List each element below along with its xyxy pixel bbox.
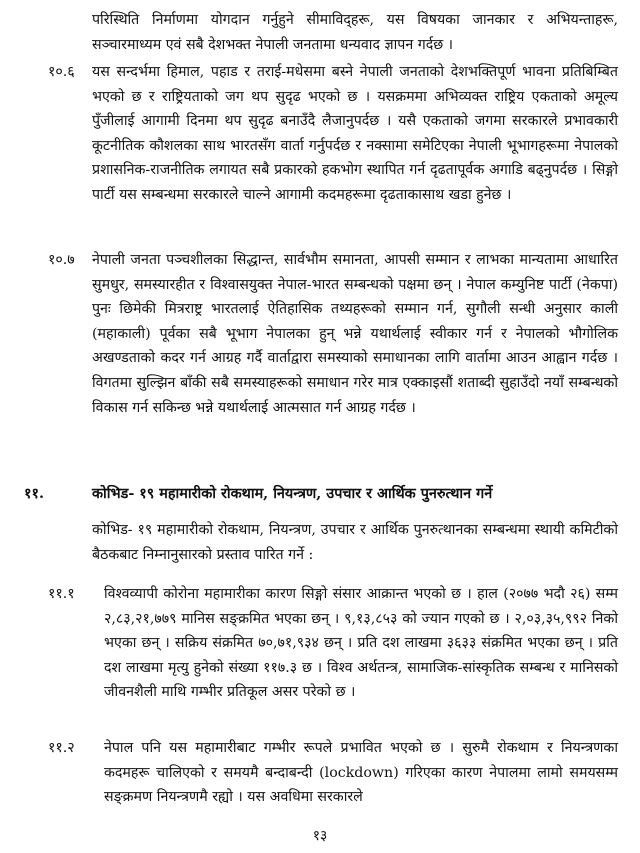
- section-11-intro: कोभिड- १९ महामारीको रोकथाम, नियन्त्रण, उपचार र आर्थिक पुनरुत्थानका सम्बन्धमा स्थायी कमिटीको बैठकबाट निम्नानुसारको प्रस्ताव पारित गर्ने :: [92, 522, 618, 563]
- section-number-10-6: १०.६: [48, 64, 75, 80]
- section-number-11-1: ११.१: [48, 586, 75, 602]
- paragraph-11-1: विश्वव्यापी कोरोना महामारीका कारण सिङ्गो संसार आक्रान्त भएको छ । हाल (२०७७ भदौ २६) सम्म २,८३,२१,७७९ मानिस सङ्क्रमित भएका छन् । ९,१३,८५३ को ज्यान गएको छ । २,०३,३५,९९२ निको भएका छन् । सक्रिय संक्रमित ७०,७१,९३४ छन् । प्रति दश लाखमा ३६३३ संक्रमित भएका छन् । प्रति दश लाखमा मृत्यु हुनेको संख्या ११७.३ छ । विश्व अर्थतन्त्र, सामाजिक-सांस्कृतिक सम्बन्ध र मानिसको जीवनशैली माथि गम्भीर प्रतिकूल असर परेको छ ।: [104, 586, 618, 701]
- section-11-heading: कोभिड- १९ महामारीको रोकथाम, नियन्त्रण, उपचार र आर्थिक पुनरुत्थान गर्ने: [92, 485, 493, 502]
- section-number-10-7: १०.७: [48, 252, 75, 268]
- paragraph-10-5-continued: परिस्थिति निर्माणमा योगदान गर्नुहुने सीमाविद्हरू, यस विषयका जानकार र अभियन्ताहरू, सञ्चारमाध्यम एवं सबै देशभक्त नेपाली जनतामा धन्यवाद ज्ञापन गर्दछ ।: [92, 12, 618, 53]
- section-number-11-2: ११.२: [48, 740, 75, 756]
- section-number-11: ११.: [24, 485, 44, 502]
- paragraph-10-7: नेपाली जनता पञ्चशीलका सिद्धान्त, सार्वभौम समानता, आपसी सम्मान र लाभका मान्यतामा आधारित सुमधुर, समस्यारहीत र विश्वासयुक्त नेपाल-भारत सम्बन्धको पक्षमा छन् । नेपाल कम्युनिष्ट पार्टी (नेकपा) पुनः छिमेकी मित्रराष्ट्र भारतलाई ऐतिहासिक तथ्यहरूको सम्मान गर्न, सुगौली सन्धी अनुसार काली (महाकाली) पूर्वका सबै भूभाग नेपालका हुन् भन्ने यथार्थलाई स्वीकार गर्न र नेपालको भौगोलिक अखण्डताको कदर गर्न आग्रह गर्दै वार्ताद्वारा समस्याको समाधानका लागि वार्तामा आउन आह्वान गर्दछ । विगतमा सुल्झिन बाँकी सबै समस्याहरूको समाधान गरेर मात्र एक्काइसौं शताब्दी सुहाउँदो नयाँ सम्बन्धको विकास गर्न सकिन्छ भन्ने यथार्थलाई आत्मसात गर्न आग्रह गर्दछ ।: [92, 252, 618, 416]
- page-number: १३: [312, 828, 328, 844]
- paragraph-10-6: यस सन्दर्भमा हिमाल, पहाड र तराई-मधेसमा बस्ने नेपाली जनताको देशभक्तिपूर्ण भावना प्रतिबिम्बित भएको छ र राष्ट्रियताको जग थप सुदृढ भएको छ । यसक्रममा अभिव्यक्त राष्ट्रिय एकताको अमूल्य पुँजीलाई आगामी दिनमा थप सुदृढ बनाउँदै लैजानुपर्दछ । यसै एकताको जगमा सरकारले प्रभावकारी कूटनीतिक कौशलका साथ भारतसँग वार्ता गर्नुपर्दछ र नक्सामा समेटिएका नेपाली भूभागहरूमा नेपालको प्रशासनिक-राजनीतिक लगायत सबै प्रकारको हकभोग स्थापित गर्न दृढतापूर्वक अगाडि बढ्नुपर्दछ । सिङ्गो पार्टी यस सम्बन्धमा सरकारले चाल्ने आगामी कदमहरूमा दृढताकासाथ खडा हुनेछ ।: [92, 64, 618, 203]
- paragraph-11-2: नेपाल पनि यस महामारीबाट गम्भीर रूपले प्रभावित भएको छ । सुरुमै रोकथाम र नियन्त्रणका कदमहरू चालिएको र समयमै बन्दाबन्दी (lockdown) गरिएका कारण नेपालमा लामो समयसम्म सङ्क्रमण नियन्त्रणमै रह्यो । यस अवधिमा सरकारले: [104, 740, 618, 806]
